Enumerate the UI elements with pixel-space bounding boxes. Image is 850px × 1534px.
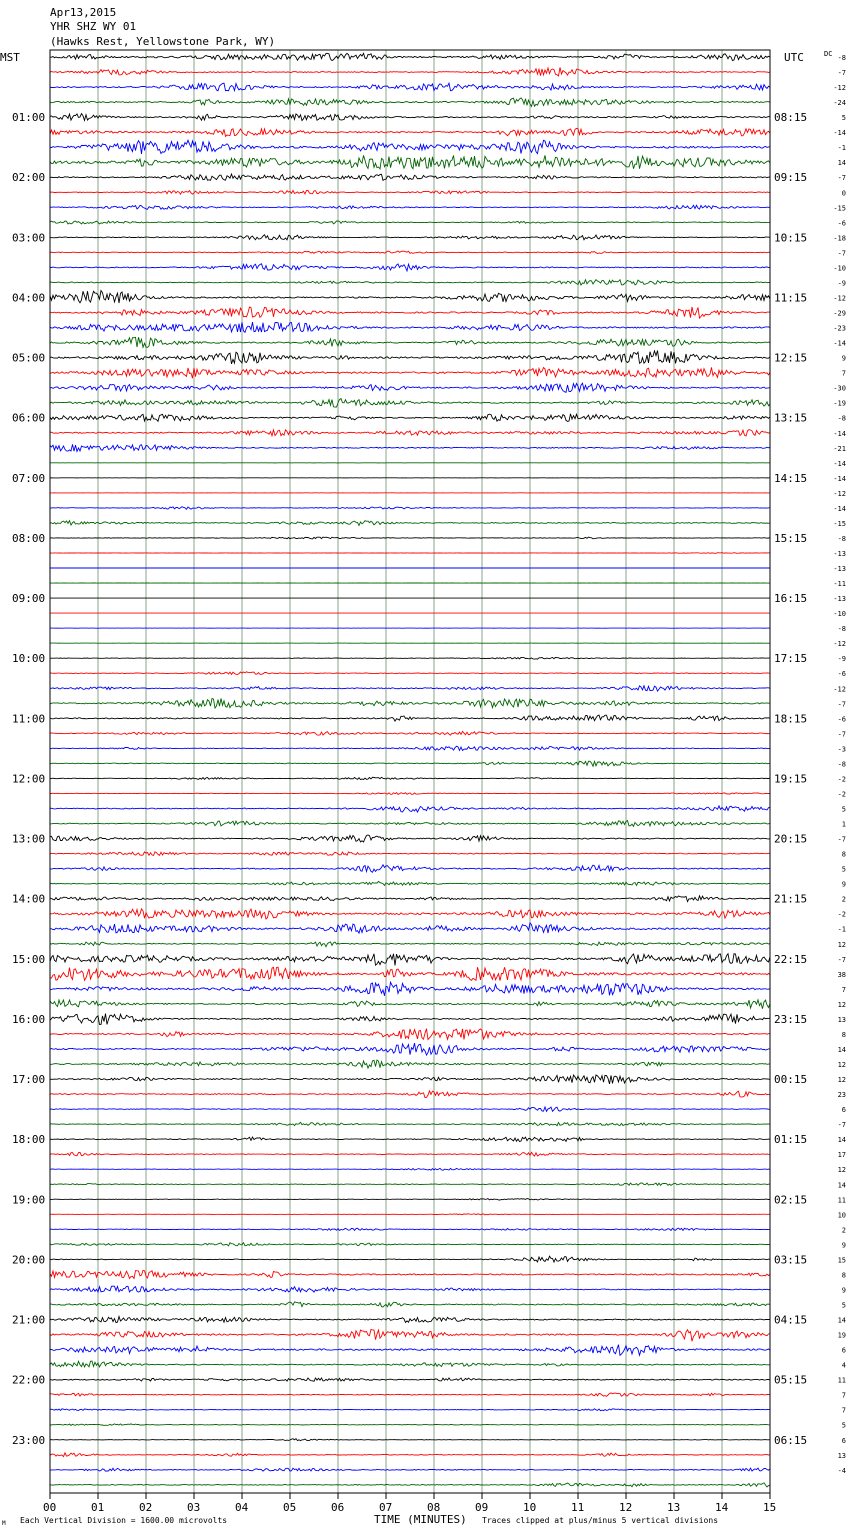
- trace-row: [50, 731, 770, 735]
- dc-offset-label: 7: [841, 1406, 846, 1415]
- dc-offset-label: 14: [837, 1316, 846, 1325]
- plot-frame: [50, 50, 770, 1493]
- hour-label-right: 02:15: [774, 1193, 808, 1207]
- dc-offset-label: -7: [837, 69, 846, 78]
- x-tick-label: 01: [91, 1501, 105, 1514]
- trace-row: [50, 1199, 770, 1200]
- trace-row: [50, 761, 770, 766]
- hour-label-right: 17:15: [774, 652, 808, 666]
- trace-row: [50, 1000, 770, 1009]
- dc-offset-label: 12: [837, 940, 846, 949]
- dc-offset-label: -8: [837, 625, 846, 634]
- trace-row: [50, 1014, 770, 1025]
- trace-row: [50, 1183, 770, 1185]
- dc-offset-label: 14: [837, 159, 846, 168]
- dc-offset-label: -8: [837, 54, 846, 62]
- right-zone-label: UTC: [784, 51, 804, 64]
- trace-row: [50, 746, 770, 750]
- trace-row: [50, 1137, 770, 1141]
- hour-label-left: 04:00: [12, 291, 46, 305]
- hour-label-right: 08:15: [774, 111, 808, 125]
- hour-label-right: 11:15: [774, 291, 808, 305]
- trace-row: [50, 190, 770, 194]
- dc-offset-label: -7: [837, 700, 846, 709]
- x-tick-label: 09: [475, 1501, 489, 1514]
- hour-label-right: 22:15: [774, 952, 808, 966]
- dc-offset-label: 7: [841, 1391, 846, 1400]
- hour-label-right: 00:15: [774, 1073, 808, 1087]
- hour-label-right: 13:15: [774, 411, 808, 425]
- hour-label-left: 23:00: [12, 1433, 46, 1447]
- trace-row: [50, 430, 770, 436]
- dc-offset-label: 13: [837, 1451, 846, 1460]
- hour-label-left: 20:00: [12, 1253, 46, 1267]
- trace-row: [50, 909, 770, 919]
- dc-offset-label: -14: [833, 429, 846, 438]
- dc-offset-label: 14: [837, 1045, 846, 1054]
- dc-offset-label: 2: [841, 895, 846, 904]
- hour-label-left: 17:00: [12, 1073, 46, 1087]
- hour-label-right: 16:15: [774, 592, 808, 606]
- dc-offset-label: -8: [837, 760, 846, 769]
- trace-row: [50, 1228, 770, 1230]
- trace-row: [50, 264, 770, 271]
- dc-offset-label: -9: [837, 655, 846, 664]
- hour-label-left: 12:00: [12, 772, 46, 786]
- dc-offset-label: 6: [841, 1346, 846, 1355]
- hour-label-left: 06:00: [12, 411, 46, 425]
- trace-row: [50, 942, 770, 947]
- trace-row: [50, 1409, 770, 1411]
- dc-offset-label: 12: [837, 1166, 846, 1175]
- trace-row: [50, 114, 770, 121]
- dc-offset-label: 6: [841, 1436, 846, 1445]
- trace-row: [50, 793, 770, 795]
- trace-row: [50, 140, 770, 154]
- dc-offset-label: -2: [837, 775, 846, 784]
- dc-offset-label: 11: [837, 1196, 846, 1205]
- trace-row: [50, 521, 770, 526]
- dc-offset-label: -19: [833, 399, 846, 408]
- hour-label-left: 02:00: [12, 171, 46, 185]
- x-axis-label: TIME (MINUTES): [374, 1513, 467, 1526]
- trace-row: [50, 221, 770, 224]
- trace-row: [50, 383, 770, 392]
- trace-row: [50, 280, 770, 285]
- trace-row: [50, 414, 770, 422]
- dc-offset-label: 7: [841, 369, 846, 378]
- hour-label-left: 19:00: [12, 1193, 46, 1207]
- hour-label-right: 21:15: [774, 892, 808, 906]
- dc-offset-label: -2: [837, 790, 846, 799]
- trace-row: [50, 53, 770, 60]
- dc-offset-label: -12: [833, 640, 846, 649]
- left-zone-label: MST: [0, 51, 20, 64]
- hour-label-right: 01:15: [774, 1133, 808, 1147]
- x-tick-label: 03: [187, 1501, 201, 1514]
- hour-label-left: 16:00: [12, 1012, 46, 1026]
- dc-offset-label: -13: [833, 549, 846, 558]
- dc-offset-label: -18: [833, 234, 846, 243]
- hour-label-left: 14:00: [12, 892, 46, 906]
- trace-row: [50, 1439, 770, 1441]
- hour-label-left: 11:00: [12, 712, 46, 726]
- dc-offset-label: 10: [837, 1211, 846, 1220]
- trace-row: [50, 698, 770, 708]
- dc-offset-label: -13: [833, 595, 846, 604]
- hour-label-left: 22:00: [12, 1373, 46, 1387]
- x-tick-label: 04: [235, 1501, 249, 1514]
- dc-offset-label: -6: [837, 219, 846, 228]
- x-tick-label: 11: [571, 1501, 585, 1514]
- x-tick-label: 12: [619, 1501, 633, 1514]
- dc-offset-label: -8: [837, 534, 846, 543]
- dc-offset-label: 7: [841, 985, 846, 994]
- trace-row: [50, 1393, 770, 1396]
- trace-row: [50, 205, 770, 209]
- dc-offset-label: 12: [837, 1061, 846, 1070]
- hour-label-right: 03:15: [774, 1253, 808, 1267]
- dc-offset-label: 12: [837, 1000, 846, 1009]
- x-tick-label: 14: [715, 1501, 729, 1514]
- trace-row: [50, 896, 770, 902]
- trace-row: [50, 1168, 770, 1170]
- trace-row: [50, 351, 770, 364]
- trace-row: [50, 553, 770, 554]
- trace-row: [50, 1317, 770, 1323]
- dc-offset-label: 14: [837, 1136, 846, 1145]
- trace-row: [50, 507, 770, 510]
- trace-row: [50, 806, 770, 812]
- hour-label-left: 21:00: [12, 1313, 46, 1327]
- trace-row: [50, 923, 770, 933]
- trace-row: [50, 1361, 770, 1367]
- trace-row: [50, 174, 770, 180]
- dc-offset-label: -7: [837, 249, 846, 258]
- dc-offset-label: 13: [837, 1015, 846, 1024]
- trace-row: [50, 954, 770, 966]
- scale-note: Each Vertical Division = 1600.00 microvolts: [20, 1516, 228, 1525]
- trace-row: [50, 235, 770, 240]
- hour-label-right: 05:15: [774, 1373, 808, 1387]
- hour-label-right: 09:15: [774, 171, 808, 185]
- dc-offset-label: 8: [841, 1271, 846, 1280]
- x-tick-label: 08: [427, 1501, 441, 1514]
- trace-row: [50, 1483, 770, 1487]
- seismic-traces: [50, 53, 770, 1487]
- dc-offset-label: -6: [837, 670, 846, 679]
- x-tick-label: 00: [43, 1501, 57, 1514]
- dc-offset-label: 5: [841, 1421, 846, 1430]
- dc-offset-label: 9: [841, 880, 846, 889]
- trace-row: [50, 686, 770, 691]
- dc-offset-label: -7: [837, 730, 846, 739]
- hour-label-right: 18:15: [774, 712, 808, 726]
- hour-label-right: 10:15: [774, 231, 808, 245]
- trace-row: [50, 322, 770, 332]
- trace-row: [50, 537, 770, 539]
- hour-label-right: 04:15: [774, 1313, 808, 1327]
- trace-row: [50, 1122, 770, 1125]
- time-labels: [12, 54, 846, 1514]
- trace-row: [50, 1060, 770, 1068]
- hour-label-right: 15:15: [774, 531, 808, 545]
- dc-offset-label: -7: [837, 174, 846, 183]
- dc-offset-label: -14: [833, 129, 846, 138]
- dc-offset-label: 38: [837, 970, 846, 979]
- trace-row: [50, 1286, 770, 1292]
- dc-offset-label: 19: [837, 1331, 846, 1340]
- trace-row: [50, 1091, 770, 1098]
- x-tick-label: 15: [763, 1501, 777, 1514]
- trace-row: [50, 852, 770, 856]
- hour-label-left: 01:00: [12, 111, 46, 125]
- dc-offset-label: -12: [833, 489, 846, 498]
- dc-offset-label: 9: [841, 354, 846, 363]
- hour-label-right: 23:15: [774, 1012, 808, 1026]
- dc-offset-label: 11: [837, 1376, 846, 1385]
- x-tick-label: 05: [283, 1501, 297, 1514]
- trace-row: [50, 444, 770, 451]
- dc-offset-label: -12: [833, 84, 846, 93]
- trace-row: [50, 1029, 770, 1040]
- dc-offset-label: 4: [841, 1361, 846, 1370]
- clip-note: Traces clipped at plus/minus 5 vertical divisions: [482, 1516, 719, 1525]
- header-date: Apr13,2015: [50, 6, 117, 19]
- trace-row: [50, 1243, 770, 1246]
- hour-label-left: 18:00: [12, 1133, 46, 1147]
- hour-label-right: 19:15: [774, 772, 808, 786]
- trace-row: [50, 657, 770, 659]
- dc-offset-label: -10: [833, 264, 846, 273]
- trace-row: [50, 399, 770, 408]
- trace-row: [50, 982, 770, 996]
- dc-offset-label: 5: [841, 865, 846, 874]
- trace-row: [50, 672, 770, 675]
- trace-row: [50, 1043, 770, 1055]
- trace-row: [50, 1329, 770, 1341]
- dc-offset-label: 9: [841, 1286, 846, 1295]
- hour-label-right: 14:15: [774, 471, 808, 485]
- trace-row: [50, 1256, 770, 1262]
- x-tick-label: 06: [331, 1501, 345, 1514]
- trace-row: [50, 1302, 770, 1307]
- trace-row: [50, 881, 770, 885]
- dc-offset-label: -14: [833, 504, 846, 513]
- trace-row: [50, 155, 770, 169]
- dc-offset-label: -15: [833, 519, 846, 528]
- hour-label-left: 10:00: [12, 652, 46, 666]
- trace-row: [50, 865, 770, 872]
- hour-label-right: 06:15: [774, 1433, 808, 1447]
- trace-row: [50, 1468, 770, 1471]
- hour-label-left: 15:00: [12, 952, 46, 966]
- dc-offset-label: -9: [837, 279, 846, 288]
- dc-offset-label: -15: [833, 204, 846, 213]
- dc-offset-label: 9: [841, 1241, 846, 1250]
- dc-offset-label: -13: [833, 565, 846, 574]
- dc-offset-label: 14: [837, 1181, 846, 1190]
- trace-row: [50, 1424, 770, 1426]
- dc-offset-label: -7: [837, 835, 846, 844]
- dc-offset-label: 0: [841, 189, 846, 198]
- dc-offset-label: 8: [841, 1030, 846, 1039]
- trace-row: [50, 1075, 770, 1084]
- dc-offset-label: -8: [837, 414, 846, 423]
- trace-row: [50, 67, 770, 76]
- dc-offset-label: -10: [833, 610, 846, 619]
- dc-offset-label: -7: [837, 1121, 846, 1130]
- header-location: (Hawks Rest, Yellowstone Park, WY): [50, 35, 276, 48]
- trace-row: [50, 251, 770, 254]
- dc-offset-label: -7: [837, 955, 846, 964]
- trace-row: [50, 967, 770, 981]
- trace-row: [50, 1345, 770, 1356]
- trace-row: [50, 98, 770, 106]
- x-tick-label: 07: [379, 1501, 393, 1514]
- dc-offset-label: 5: [841, 1301, 846, 1310]
- hour-label-left: 03:00: [12, 231, 46, 245]
- trace-row: [50, 1152, 770, 1156]
- x-tick-label: 02: [139, 1501, 153, 1514]
- dc-offset-label: 6: [841, 1106, 846, 1115]
- dc-offset-label: 12: [837, 1076, 846, 1085]
- dc-offset-label: -14: [833, 459, 846, 468]
- trace-row: [50, 821, 770, 827]
- dc-offset-label: 15: [837, 1256, 846, 1265]
- dc-offset-label: -29: [833, 309, 846, 318]
- trace-row: [50, 83, 770, 91]
- trace-row: [50, 1453, 770, 1457]
- dc-offset-label: 5: [841, 114, 846, 123]
- dc-offset-label: 8: [841, 850, 846, 859]
- dc-offset-label: 1: [841, 820, 846, 829]
- trace-row: [50, 291, 770, 304]
- dc-offset-label: -12: [833, 294, 846, 303]
- dc-offset-label: -6: [837, 715, 846, 724]
- trace-row: [50, 715, 770, 721]
- hour-label-left: 08:00: [12, 531, 46, 545]
- trace-row: [50, 1107, 770, 1111]
- hour-label-left: 09:00: [12, 592, 46, 606]
- dc-offset-label: -24: [833, 99, 846, 108]
- dc-offset-label: -2: [837, 910, 846, 919]
- trace-row: [50, 1214, 770, 1215]
- dc-offset-label: 2: [841, 1226, 846, 1235]
- dc-offset-label: -14: [833, 339, 846, 348]
- trace-row: [50, 1378, 770, 1381]
- header-station: YHR SHZ WY 01: [50, 20, 137, 33]
- trace-row: [50, 307, 770, 318]
- trace-row: [50, 777, 770, 779]
- dc-offset-label: 17: [837, 1151, 846, 1160]
- trace-row: [50, 367, 770, 378]
- x-tick-label: 10: [523, 1501, 537, 1514]
- dc-offset-label: -3: [837, 745, 846, 754]
- x-tick-label: 13: [667, 1501, 681, 1514]
- dc-offset-label: -4: [837, 1466, 846, 1475]
- hour-label-left: 07:00: [12, 471, 46, 485]
- trace-row: [50, 835, 770, 842]
- trace-row: [50, 1270, 770, 1278]
- dc-offset-label: -1: [837, 925, 846, 934]
- dc-offset-label: -12: [833, 685, 846, 694]
- hour-label-right: 20:15: [774, 832, 808, 846]
- hour-label-left: 05:00: [12, 351, 46, 365]
- hour-label-right: 12:15: [774, 351, 808, 365]
- dc-offset-label: -11: [833, 580, 846, 589]
- dc-offset-label: -30: [833, 384, 846, 393]
- dc-offset-label: -1: [837, 144, 846, 153]
- dc-offset-label: -14: [833, 474, 846, 483]
- dc-offset-label: -23: [833, 324, 846, 333]
- dc-offset-label: 23: [837, 1091, 846, 1100]
- dc-offset-label: 5: [841, 805, 846, 814]
- dc-label: DC: [824, 50, 833, 58]
- hour-label-left: 13:00: [12, 832, 46, 846]
- dc-offset-label: -21: [833, 444, 846, 453]
- trace-row: [50, 128, 770, 136]
- trace-row: [50, 337, 770, 347]
- corner-mark: M: [2, 1520, 6, 1527]
